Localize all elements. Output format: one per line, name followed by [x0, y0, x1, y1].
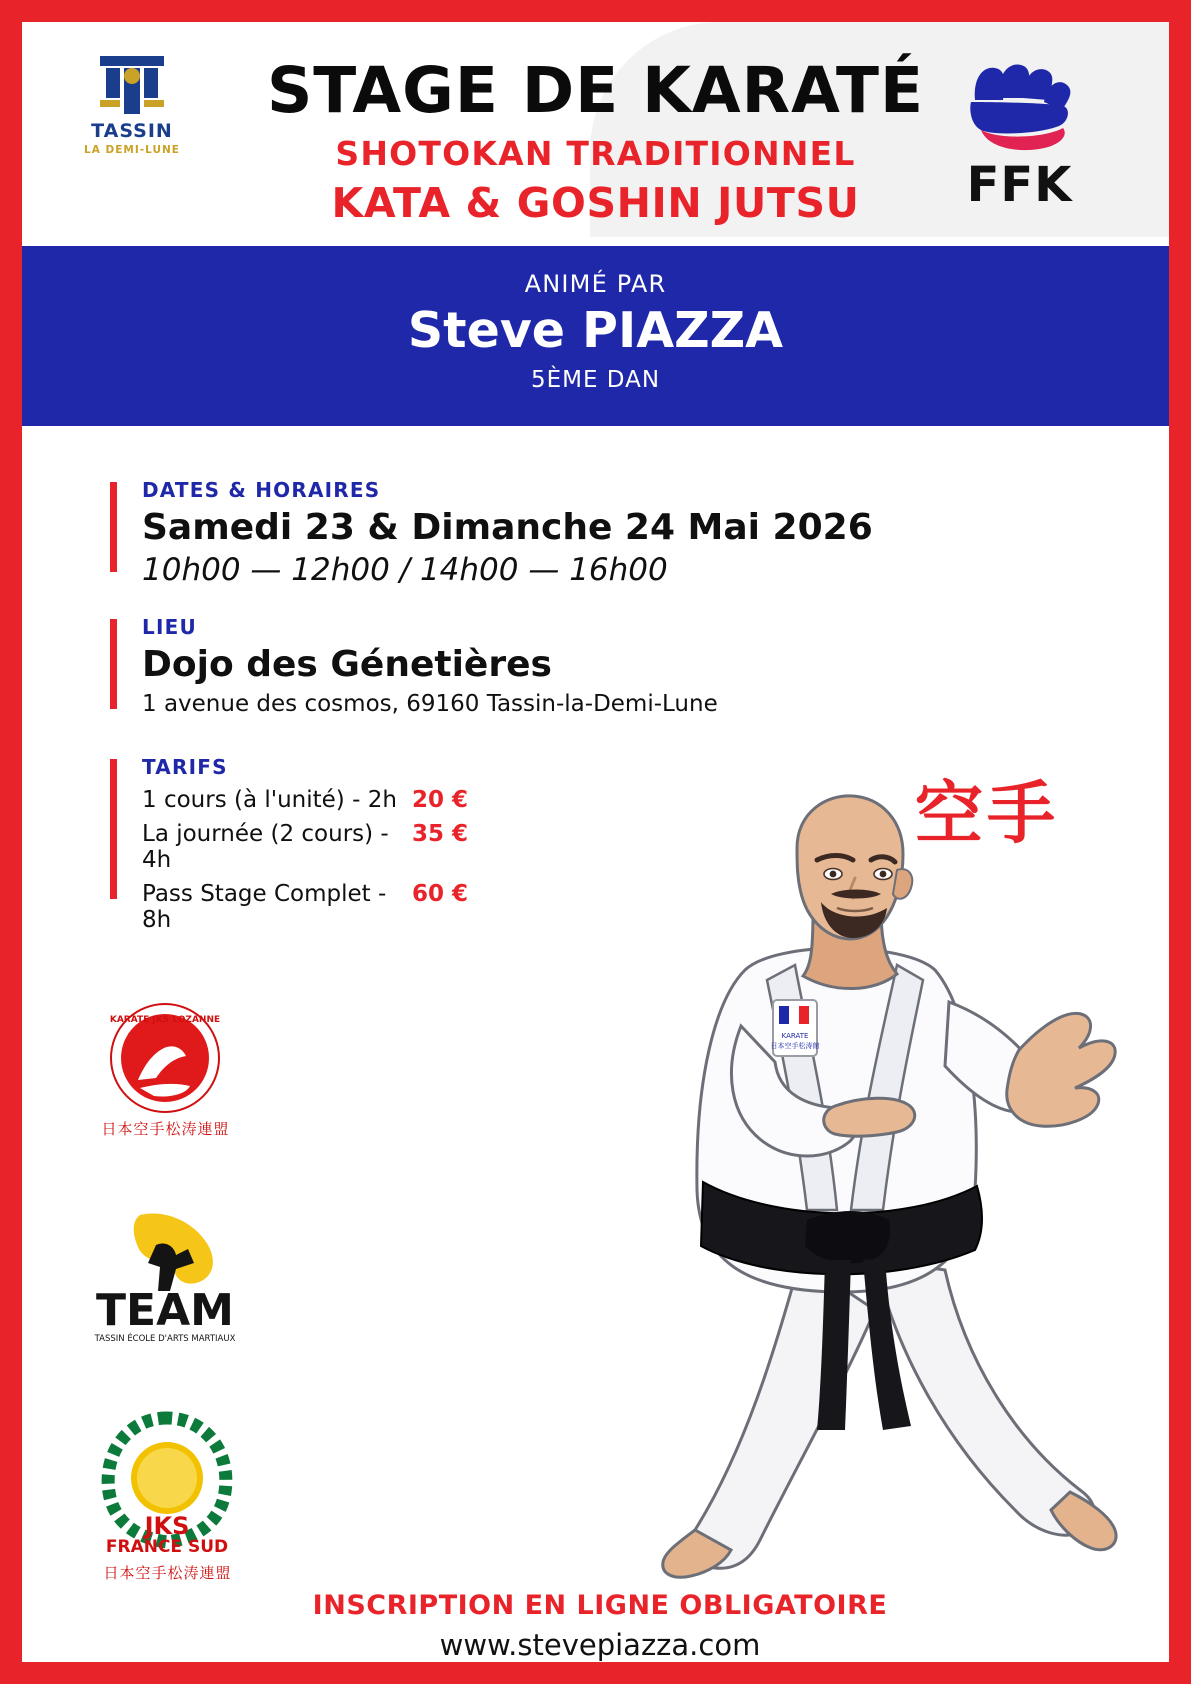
ffk-logo-label: FFK — [966, 157, 1073, 213]
dates-value: Samedi 23 & Dimanche 24 Mai 2026 — [142, 507, 873, 548]
ffk-logo — [947, 52, 1092, 222]
pricing-label: TARIFS — [142, 755, 228, 779]
logo-team — [78, 1205, 253, 1355]
pricing-row-price: 35 € — [412, 821, 469, 847]
pricing-row — [142, 881, 468, 933]
logo-jks-lozanne — [78, 1000, 253, 1155]
svg-text:KARATE: KARATE — [781, 1032, 809, 1040]
dates-accent-bar — [110, 482, 117, 572]
pricing-row — [142, 787, 468, 813]
svg-text:TEAM: TEAM — [96, 1285, 234, 1336]
venue-accent-bar — [110, 619, 117, 709]
venue-name: Dojo des Génetières — [142, 644, 552, 685]
pricing-row-name: 1 cours (à l'unité) - 2h — [142, 787, 397, 813]
tassin-logo-name: TASSIN — [91, 120, 173, 142]
ffk-fist-icon — [947, 52, 1092, 166]
pricing-row-price: 60 € — [412, 881, 469, 907]
venue-address: 1 avenue des cosmos, 69160 Tassin-la-Demi-Lune — [142, 691, 718, 717]
svg-text:FRANCE SUD: FRANCE SUD — [105, 1537, 229, 1557]
logo-jks-france-sud — [85, 1400, 250, 1582]
dates-block — [110, 478, 873, 588]
venue-label: LIEU — [142, 615, 197, 639]
registration-website[interactable]: www.stevepiazza.com — [439, 1628, 761, 1662]
poster-subtitle-2: KATA & GOSHIN JUTSU — [331, 179, 860, 227]
dates-hours: 10h00 — 12h00 / 14h00 — 16h00 — [142, 552, 668, 588]
pricing-row-name: La journée (2 cours) - 4h — [142, 821, 389, 873]
svg-text:KARATE JKS LOZANNE: KARATE JKS LOZANNE — [109, 1015, 221, 1025]
pricing-block — [110, 755, 468, 933]
karate-kanji: 空手 — [915, 775, 1060, 854]
svg-text:TASSIN ÉCOLE D'ARTS MARTIAUX: TASSIN ÉCOLE D'ARTS MARTIAUX — [94, 1334, 236, 1344]
dates-label: DATES & HORAIRES — [142, 478, 381, 502]
registration-notice: INSCRIPTION EN LIGNE OBLIGATOIRE — [312, 1590, 888, 1621]
presenter-grade: 5ÈME DAN — [530, 367, 661, 393]
karateka-illustration — [545, 790, 1145, 1600]
pricing-row — [142, 821, 468, 873]
svg-text:日本空手松涛館: 日本空手松涛館 — [770, 1042, 820, 1050]
presenter-band — [22, 246, 1169, 426]
pricing-accent-bar — [110, 759, 117, 899]
poster-header — [22, 22, 1169, 240]
presenter-name: Steve PIAZZA — [407, 302, 784, 359]
pricing-row-name: Pass Stage Complet - 8h — [142, 881, 387, 933]
tassin-logo-sub: LA DEMI-LUNE — [84, 144, 180, 156]
presenter-intro: ANIMÉ PAR — [524, 270, 667, 298]
poster-title: STAGE DE KARATÉ — [266, 54, 925, 127]
venue-block — [110, 615, 718, 717]
logo-jks-lozanne-caption: 日本空手松涛連盟 — [101, 1120, 230, 1138]
logo-jks-sud-caption: 日本空手松涛連盟 — [103, 1564, 232, 1582]
poster-subtitle-1: SHOTOKAN TRADITIONNEL — [335, 134, 856, 173]
pricing-row-price: 20 € — [412, 787, 469, 813]
svg-text:JKS: JKS — [144, 1512, 190, 1540]
